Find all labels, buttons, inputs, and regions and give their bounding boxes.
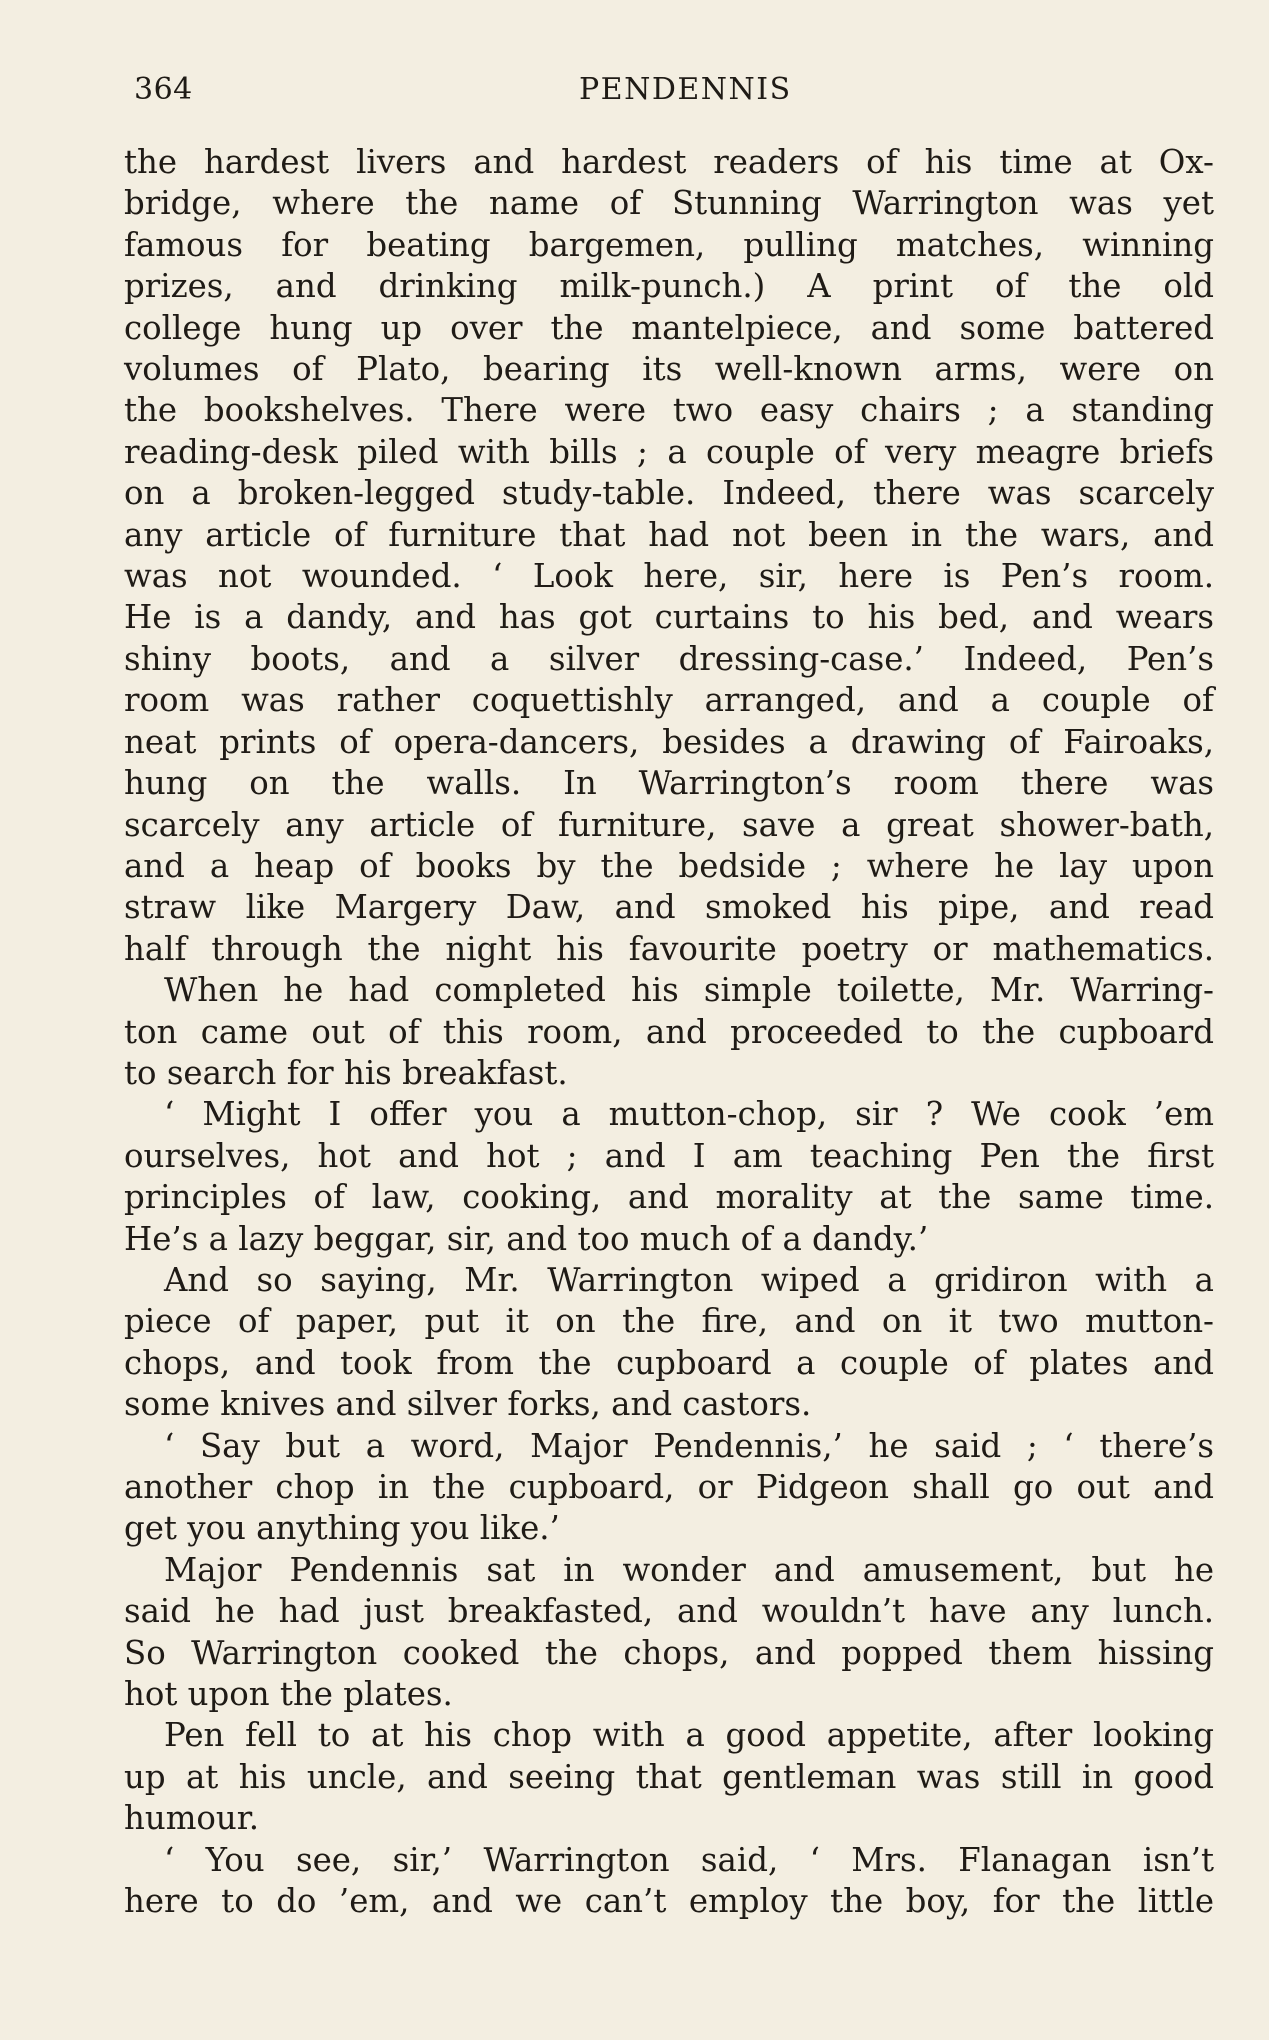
text-line: to search for his breakfast. — [124, 1053, 568, 1092]
text-line: prizes, and drinking milk-punch.) A print of the old — [124, 267, 1214, 306]
text-line: ourselves, hot and hot ; and I am teaching Pen the first — [124, 1136, 1214, 1175]
text-line: chops, and took from the cupboard a couple of plates and — [124, 1343, 1214, 1382]
text-line: neat prints of opera-dancers, besides a drawing of Fairoaks, — [124, 722, 1214, 761]
text-line: reading-desk piled with bills ; a couple of very meagre briefs — [124, 432, 1214, 471]
text-line: famous for beating bargemen, pulling matches, winning — [124, 225, 1214, 264]
text-line: here to do ’em, and we can’t employ the boy, for the little — [124, 1882, 1214, 1921]
text-line: half through the night his favourite poetry or mathematics. — [124, 929, 1214, 968]
text-line: So Warrington cooked the chops, and popped them hissing — [124, 1633, 1214, 1672]
text-line: get you anything you like.’ — [124, 1509, 560, 1548]
running-title: PENDENNIS — [579, 72, 792, 107]
text-line: hung on the walls. In Warrington’s room there was — [124, 764, 1214, 803]
text-line: piece of paper, put it on the fire, and on it two mutton- — [124, 1302, 1214, 1341]
text-line: And so saying, Mr. Warrington wiped a gridiron with a — [164, 1260, 1214, 1299]
text-line: volumes of Plato, bearing its well-known arms, were on — [124, 350, 1214, 389]
paragraph — [124, 1550, 1214, 1716]
text-line: college hung up over the mantelpiece, and some battered — [124, 308, 1214, 347]
text-line: Pen fell to at his chop with a good appetite, after looking — [164, 1716, 1214, 1755]
text-line: Major Pendennis sat in wonder and amusement, but he — [164, 1550, 1214, 1589]
text-line: He is a dandy, and has got curtains to his bed, and wears — [124, 598, 1214, 637]
text-line: scarcely any article of furniture, save a great shower-bath, — [124, 805, 1214, 844]
text-line: ‘ You see, sir,’ Warrington said, ‘ Mrs. Flanagan isn’t — [164, 1840, 1214, 1879]
paragraph — [124, 1715, 1214, 1839]
paragraph — [124, 1260, 1214, 1426]
text-line: humour. — [124, 1799, 260, 1838]
paragraph — [124, 1426, 1214, 1550]
text-line: said he had just breakfasted, and wouldn’t have any lunch. — [124, 1592, 1214, 1631]
text-line: any article of furniture that had not been in the wars, and — [124, 515, 1214, 554]
text-line: ‘ Might I offer you a mutton-chop, sir ? We cook ’em — [164, 1095, 1214, 1134]
text-line: some knives and silver forks, and castors. — [124, 1385, 812, 1424]
text-line: When he had completed his simple toilette, Mr. Warring- — [164, 971, 1214, 1010]
text-line: another chop in the cupboard, or Pidgeon shall go out and — [124, 1468, 1214, 1506]
text-line: He’s a lazy beggar, sir, and too much of a dandy.’ — [124, 1219, 929, 1258]
paragraph — [124, 1840, 1214, 1923]
text-line: the hardest livers and hardest readers of his time at Ox- — [124, 143, 1214, 181]
text-line: the bookshelves. There were two easy chairs ; a standing — [124, 391, 1214, 430]
paragraph — [124, 1094, 1214, 1260]
page-header — [124, 72, 1214, 116]
text-line: ton came out of this room, and proceeded to the cupboard — [124, 1012, 1214, 1051]
text-line: up at his uncle, and seeing that gentleman was still in good — [124, 1757, 1214, 1796]
text-line: was not wounded. ‘ Look here, sir, here is Pen’s room. — [124, 557, 1214, 596]
body-text — [124, 142, 1214, 1922]
text-line: shiny boots, and a silver dressing-case.’ Indeed, Pen’s — [124, 639, 1214, 678]
text-line: ‘ Say but a word, Major Pendennis,’ he said ; ‘ there’s — [164, 1426, 1214, 1465]
paragraph — [124, 970, 1214, 1094]
text-line: principles of law, cooking, and morality at the same time. — [124, 1178, 1214, 1217]
text-line: on a broken-legged study-table. Indeed, there was scarcely — [124, 474, 1214, 513]
text-line: straw like Margery Daw, and smoked his pipe, and read — [124, 888, 1214, 927]
text-line: hot upon the plates. — [124, 1675, 453, 1714]
text-line: bridge, where the name of Stunning Warrington was yet — [124, 184, 1214, 223]
page-number: 364 — [134, 72, 193, 107]
text-line: room was rather coquettishly arranged, and a couple of — [124, 681, 1214, 720]
text-line: and a heap of books by the bedside ; where he lay upon — [124, 846, 1214, 885]
book-page — [124, 72, 1214, 1922]
paragraph — [124, 142, 1214, 970]
